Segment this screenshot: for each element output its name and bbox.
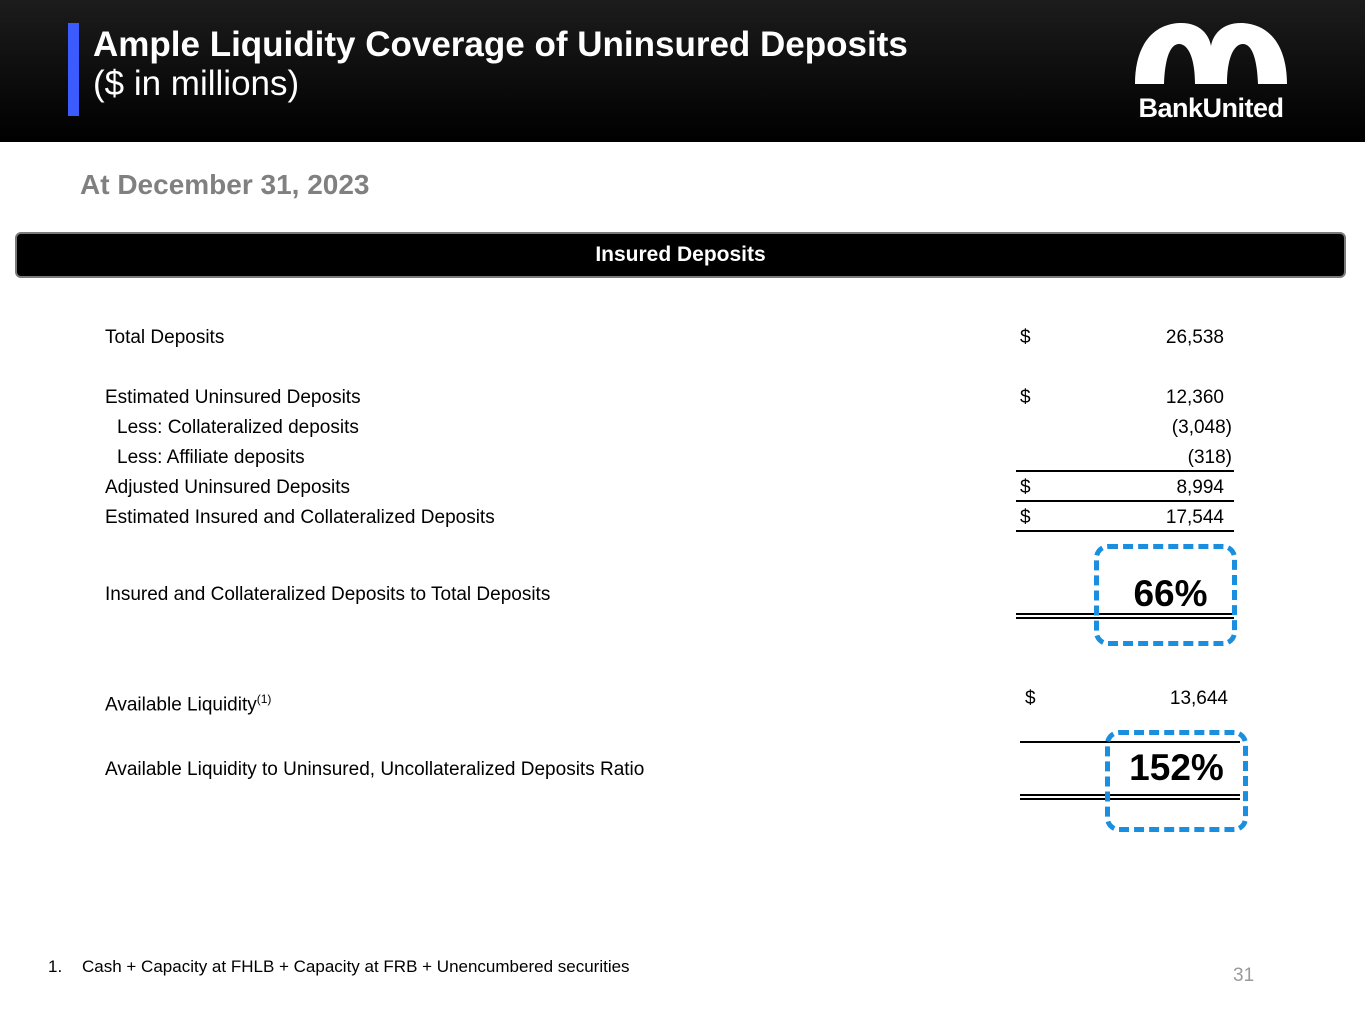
est-uninsured-label: Estimated Uninsured Deposits — [105, 387, 361, 408]
insured-ratio-label: Insured and Collateralized Deposits to Total Deposits — [105, 584, 551, 605]
est-uninsured-currency: $ — [1020, 387, 1031, 408]
footnote-number: 1. — [48, 957, 63, 976]
affiliate-value: (318) — [1187, 447, 1232, 468]
affiliate-label: Less: Affiliate deposits — [117, 447, 305, 468]
liquidity-ratio-label: Available Liquidity to Uninsured, Uncollateralized Deposits Ratio — [105, 759, 645, 780]
adjusted-uninsured-currency: $ — [1020, 477, 1031, 498]
est-uninsured-value: 12,360 — [1165, 387, 1224, 408]
bankunited-logo-icon — [1135, 22, 1287, 84]
page-number: 31 — [1233, 965, 1255, 986]
footnote-reference: (1) — [256, 692, 272, 706]
section-title-bar: Insured Deposits — [15, 232, 1346, 278]
est-insured-label: Estimated Insured and Collateralized Deposits — [105, 507, 495, 528]
liquidity-ratio-value: 152% — [1129, 747, 1224, 788]
bankunited-logo-text: BankUnited — [1138, 93, 1284, 123]
collateralized-value: (3,048) — [1171, 417, 1232, 438]
slide-header — [0, 0, 1365, 142]
total-deposits-value: 26,538 — [1165, 327, 1224, 348]
total-rule — [1016, 500, 1234, 502]
footnote-text: Cash + Capacity at FHLB + Capacity at FRB + Unencumbered securities — [82, 957, 630, 976]
total-deposits-currency: $ — [1020, 327, 1031, 348]
est-insured-value: 17,544 — [1165, 507, 1224, 528]
adjusted-uninsured-value: 8,994 — [1176, 477, 1224, 498]
available-liquidity-currency: $ — [1025, 688, 1036, 709]
insured-ratio-value: 66% — [1133, 573, 1208, 614]
available-liquidity-label-text: Available Liquidity — [105, 694, 257, 716]
total-deposits-label: Total Deposits — [105, 327, 225, 348]
title-accent-bar — [68, 23, 79, 116]
adjusted-uninsured-label: Adjusted Uninsured Deposits — [105, 477, 351, 498]
bottom-rule — [1016, 530, 1234, 532]
subtotal-rule — [1016, 470, 1234, 472]
slide-subtitle: ($ in millions) — [93, 64, 300, 103]
date-heading: At December 31, 2023 — [80, 169, 370, 200]
collateralized-label: Less: Collateralized deposits — [117, 417, 359, 438]
available-liquidity-value: 13,644 — [1169, 688, 1228, 709]
available-liquidity-label — [105, 688, 271, 716]
slide-title: Ample Liquidity Coverage of Uninsured Deposits — [93, 25, 908, 64]
est-insured-currency: $ — [1020, 507, 1031, 528]
